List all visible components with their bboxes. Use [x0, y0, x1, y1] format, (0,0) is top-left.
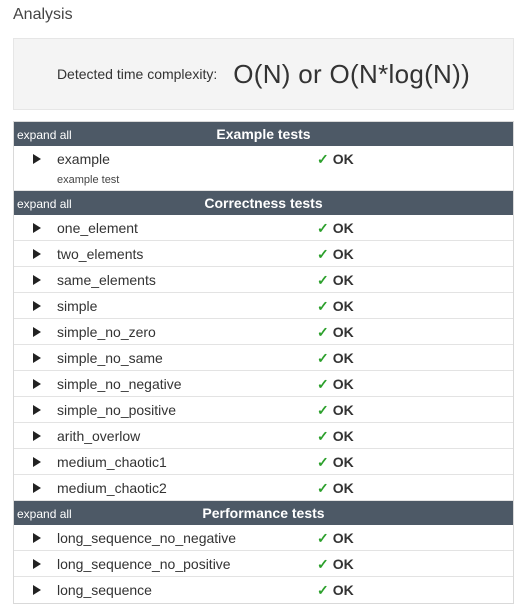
test-status: OK [332, 298, 354, 314]
test-row[interactable] [14, 293, 513, 319]
test-name: long_sequence [57, 582, 152, 598]
caret-right-icon[interactable] [33, 301, 41, 311]
caret-right-icon[interactable] [33, 249, 41, 259]
test-name: simple_no_zero [57, 324, 156, 340]
test-status: OK [332, 350, 354, 366]
test-status: OK [332, 324, 354, 340]
test-row[interactable] [14, 449, 513, 475]
test-result [317, 272, 354, 289]
test-result [317, 350, 354, 367]
page-title: Analysis [13, 6, 73, 23]
check-icon: ✓ [317, 324, 329, 340]
test-result [317, 151, 354, 168]
tests-table [13, 121, 514, 604]
test-status: OK [332, 220, 354, 236]
expand-all-link[interactable]: expand all [17, 507, 72, 521]
caret-right-icon[interactable] [33, 327, 41, 337]
test-name: same_elements [57, 272, 156, 288]
check-icon: ✓ [317, 350, 329, 366]
caret-right-icon[interactable] [33, 431, 41, 441]
caret-right-icon[interactable] [33, 223, 41, 233]
test-group-header [14, 501, 513, 525]
test-status: OK [332, 272, 354, 288]
caret-right-icon[interactable] [33, 457, 41, 467]
test-name: medium_chaotic1 [57, 454, 167, 470]
test-row[interactable] [14, 423, 513, 449]
test-group-title: Correctness tests [204, 195, 323, 211]
test-result [317, 480, 354, 497]
test-name: long_sequence_no_positive [57, 556, 231, 572]
test-name: simple_no_negative [57, 376, 182, 392]
test-row[interactable] [14, 475, 513, 501]
test-status: OK [332, 556, 354, 572]
test-status: OK [332, 582, 354, 598]
expand-all-link[interactable]: expand all [17, 197, 72, 211]
test-group-header [14, 191, 513, 215]
test-row[interactable] [14, 146, 513, 191]
test-result [317, 530, 354, 547]
check-icon: ✓ [317, 454, 329, 470]
test-result [317, 220, 354, 237]
caret-right-icon[interactable] [33, 533, 41, 543]
test-status: OK [332, 376, 354, 392]
test-status: OK [332, 246, 354, 262]
expand-all-link[interactable]: expand all [17, 128, 72, 142]
check-icon: ✓ [317, 428, 329, 444]
test-row[interactable] [14, 371, 513, 397]
test-name: two_elements [57, 246, 144, 262]
check-icon: ✓ [317, 556, 329, 572]
test-result [317, 324, 354, 341]
caret-right-icon[interactable] [33, 585, 41, 595]
test-name: simple_no_same [57, 350, 163, 366]
caret-right-icon[interactable] [33, 483, 41, 493]
test-result [317, 428, 354, 445]
test-group-header [14, 122, 513, 146]
test-status: OK [332, 428, 354, 444]
caret-right-icon[interactable] [33, 559, 41, 569]
test-name: simple [57, 298, 98, 314]
test-row[interactable] [14, 345, 513, 371]
test-row[interactable] [14, 397, 513, 423]
test-status: OK [332, 480, 354, 496]
caret-right-icon[interactable] [33, 379, 41, 389]
complexity-value: O(N) or O(N*log(N)) [233, 58, 471, 89]
complexity-label: Detected time complexity: [56, 66, 218, 82]
test-result [317, 246, 354, 263]
complexity-panel [13, 38, 514, 110]
check-icon: ✓ [317, 298, 329, 314]
test-row[interactable] [14, 577, 513, 603]
test-status: OK [332, 402, 354, 418]
test-name: long_sequence_no_negative [57, 530, 237, 546]
check-icon: ✓ [317, 530, 329, 546]
test-name: example [57, 151, 110, 167]
check-icon: ✓ [317, 151, 329, 167]
test-result [317, 582, 354, 599]
test-result [317, 454, 354, 471]
check-icon: ✓ [317, 402, 329, 418]
test-result [317, 376, 354, 393]
check-icon: ✓ [317, 480, 329, 496]
test-result [317, 402, 354, 419]
test-name: medium_chaotic2 [57, 480, 167, 496]
test-row[interactable] [14, 525, 513, 551]
test-row[interactable] [14, 267, 513, 293]
caret-right-icon[interactable] [33, 353, 41, 363]
check-icon: ✓ [317, 376, 329, 392]
test-name: one_element [57, 220, 138, 236]
caret-right-icon[interactable] [33, 154, 41, 164]
caret-right-icon[interactable] [33, 275, 41, 285]
test-result [317, 556, 354, 573]
check-icon: ✓ [317, 272, 329, 288]
caret-right-icon[interactable] [33, 405, 41, 415]
test-description: example test [57, 174, 120, 186]
test-group-title: Example tests [216, 126, 311, 142]
test-result [317, 298, 354, 315]
test-row[interactable] [14, 319, 513, 345]
test-status: OK [332, 530, 354, 546]
check-icon: ✓ [317, 582, 329, 598]
test-status: OK [332, 151, 354, 167]
test-name: arith_overlow [57, 428, 141, 444]
test-status: OK [332, 454, 354, 470]
test-row[interactable] [14, 551, 513, 577]
test-group-title: Performance tests [202, 505, 325, 521]
test-row[interactable] [14, 215, 513, 241]
test-row[interactable] [14, 241, 513, 267]
check-icon: ✓ [317, 220, 329, 236]
check-icon: ✓ [317, 246, 329, 262]
test-name: simple_no_positive [57, 402, 177, 418]
